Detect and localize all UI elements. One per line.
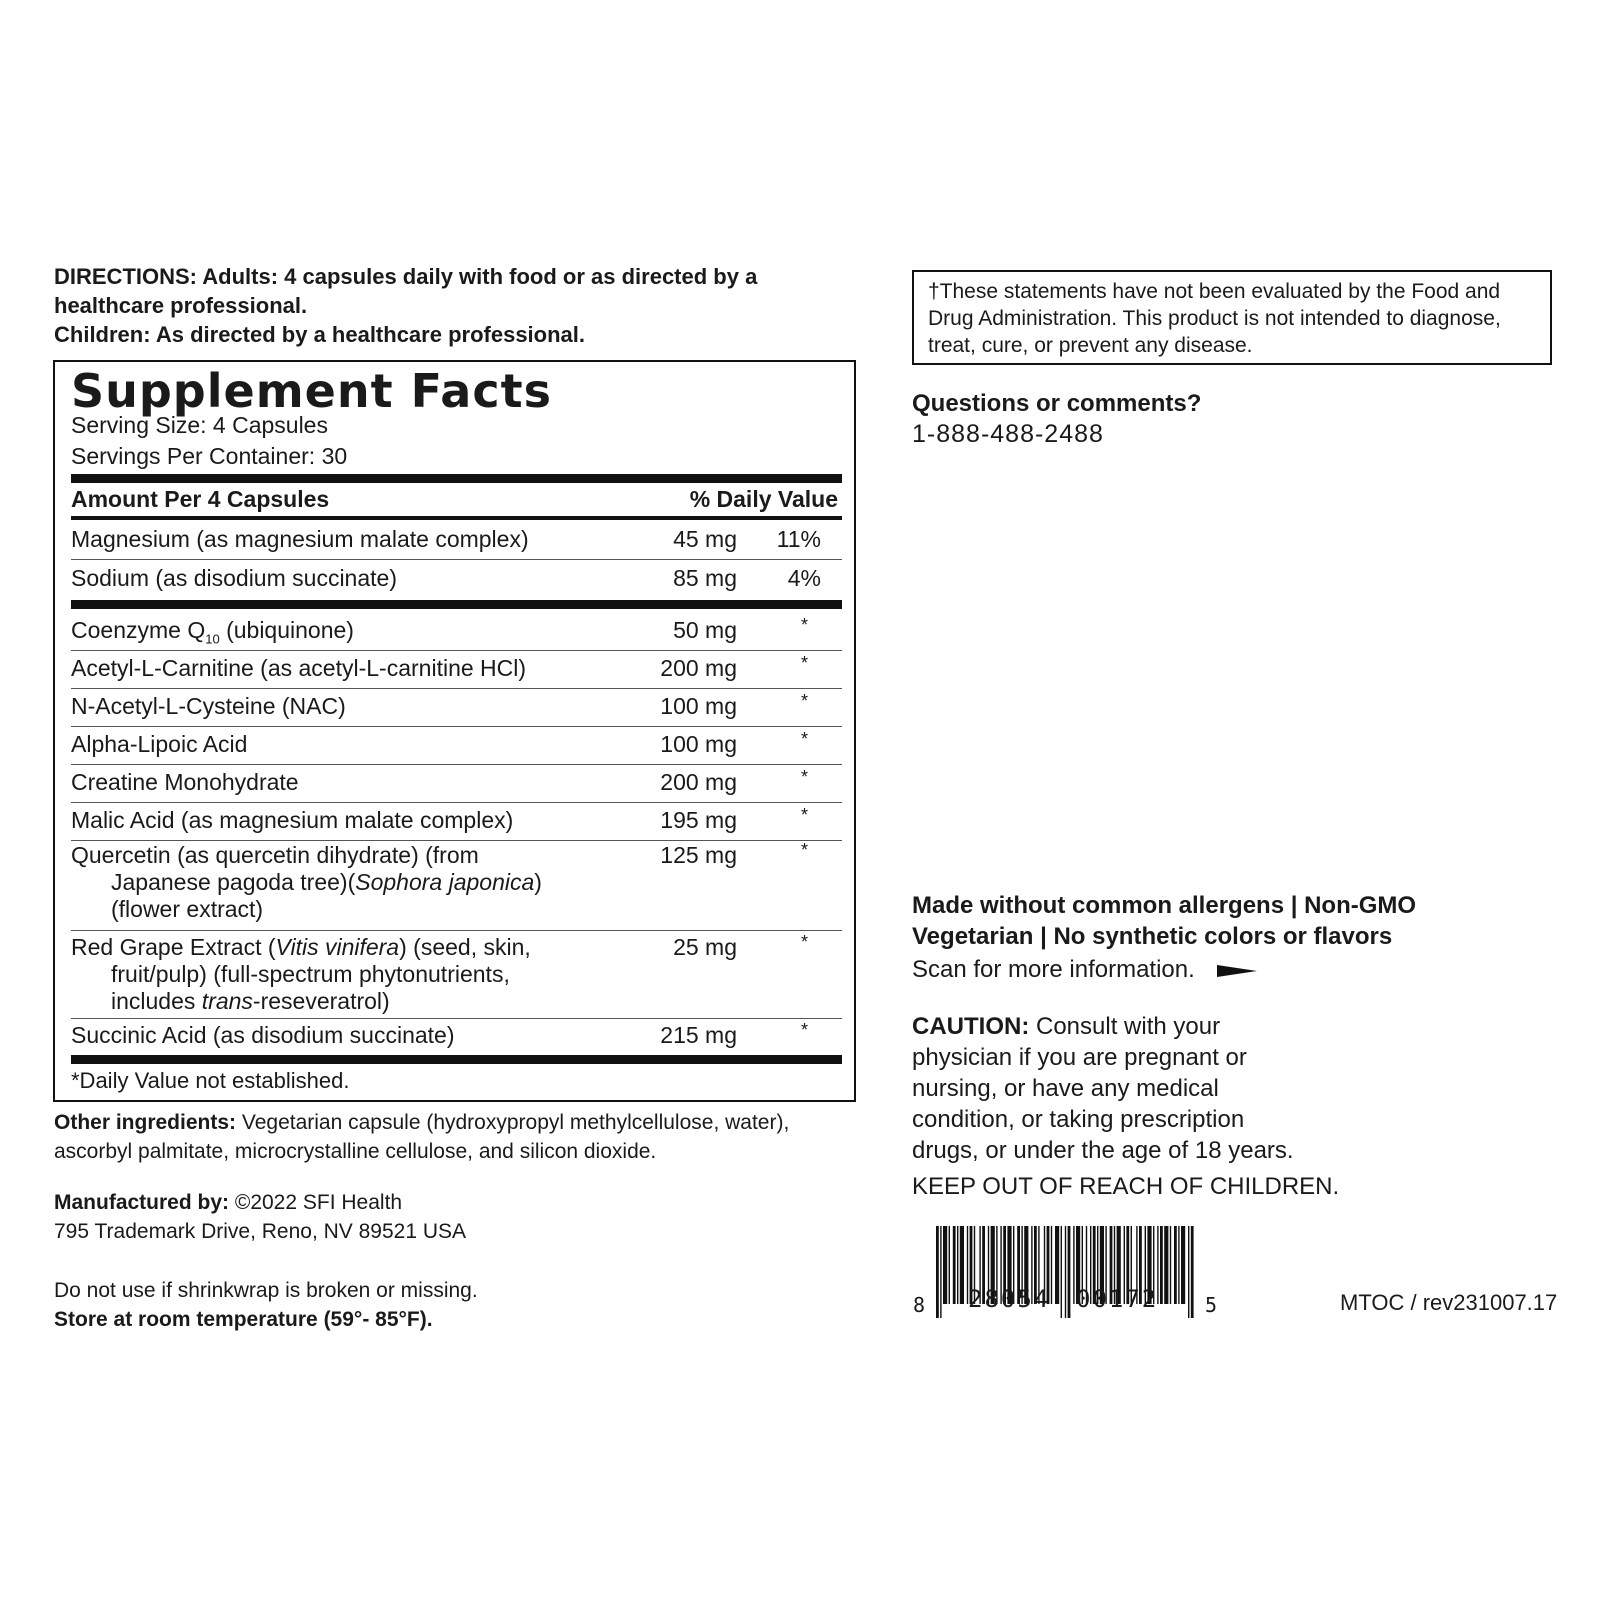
nutrient-daily-value: * bbox=[800, 1020, 808, 1040]
arrow-right-icon bbox=[1217, 965, 1257, 977]
daily-value-header: % Daily Value bbox=[689, 486, 838, 512]
barcode-bar bbox=[1178, 1226, 1179, 1304]
fda-disclaimer: †These statements have not been evaluated by the Food and Drug Administration. This product is not intended to diagnose, treat, cure, or prevent any disease. bbox=[912, 270, 1552, 365]
nutrient-daily-value: 4% bbox=[787, 565, 821, 591]
nutrient-amount: 85 mg bbox=[673, 565, 737, 591]
table-row bbox=[71, 727, 842, 765]
nutrient-amount: 100 mg bbox=[660, 731, 737, 757]
servings-per-container: Servings Per Container: 30 bbox=[71, 443, 348, 469]
barcode-digits-right: 00172 bbox=[1076, 1285, 1159, 1313]
questions-label: Questions or comments? bbox=[912, 390, 1202, 417]
nutrient-amount: 50 mg bbox=[673, 617, 737, 643]
nutrient-daily-value: * bbox=[800, 691, 808, 711]
barcode-bar bbox=[1170, 1226, 1171, 1304]
thick-divider bbox=[71, 600, 842, 609]
barcode-bar bbox=[943, 1226, 947, 1304]
supplement-facts-title: Supplement Facts bbox=[71, 364, 552, 418]
barcode-bar bbox=[960, 1226, 964, 1304]
nutrient-name: Quercetin (as quercetin dihydrate) (from Japanese pagoda tree)(Sophora japonica) (flower extract) bbox=[71, 842, 542, 922]
thick-divider bbox=[71, 1055, 842, 1064]
nutrient-daily-value: * bbox=[800, 729, 808, 749]
nutrient-daily-value: 11% bbox=[776, 526, 821, 552]
barcode-digits-left: 28054 bbox=[968, 1285, 1051, 1313]
nutrient-name: Red Grape Extract (Vitis vinifera) (seed, skin, fruit/pulp) (full-spectrum phytonutrients, includes trans-reseveratrol) bbox=[71, 934, 531, 1014]
directions-line-3: Children: As directed by a healthcare professional. bbox=[54, 322, 585, 347]
barcode-bar bbox=[1191, 1226, 1194, 1318]
nutrient-amount: 125 mg bbox=[660, 842, 737, 868]
keep-out-of-reach: KEEP OUT OF REACH OF CHILDREN. bbox=[912, 1173, 1340, 1200]
nutrient-daily-value: * bbox=[800, 805, 808, 825]
caution-line-4: condition, or taking prescription bbox=[912, 1106, 1245, 1133]
claims-line-1: Made without common allergens | Non-GMO bbox=[912, 892, 1417, 919]
revision-code: MTOC / rev231007.17 bbox=[1340, 1290, 1558, 1315]
nutrient-daily-value: * bbox=[800, 932, 808, 952]
nutrient-daily-value: * bbox=[800, 615, 808, 635]
directions bbox=[54, 262, 844, 349]
table-row bbox=[71, 1019, 842, 1053]
nutrient-name: Coenzyme $Q_{10}$ (ubiquinone) bbox=[71, 617, 354, 647]
table-row bbox=[71, 765, 842, 803]
barcode-bar bbox=[1051, 1226, 1052, 1304]
amount-header: Amount Per 4 Capsules bbox=[71, 486, 330, 512]
nutrient-amount: 45 mg bbox=[673, 526, 737, 552]
thick-divider bbox=[71, 474, 842, 483]
claims-line-2: Vegetarian | No synthetic colors or flavors bbox=[912, 923, 1393, 950]
barcode-bar bbox=[940, 1226, 941, 1318]
nutrient-daily-value: * bbox=[800, 653, 808, 673]
phone-number: 1-888-488-2488 bbox=[912, 420, 1104, 448]
table-row bbox=[71, 611, 842, 651]
nutrient-amount: 25 mg bbox=[673, 934, 737, 960]
barcode-bar bbox=[1055, 1226, 1059, 1304]
nutrient-amount: 100 mg bbox=[660, 693, 737, 719]
barcode-bar bbox=[1174, 1226, 1177, 1304]
barcode-bar bbox=[957, 1226, 958, 1304]
nutrient-name: Malic Acid (as magnesium malate complex) bbox=[71, 807, 514, 833]
barcode-bar bbox=[949, 1226, 950, 1304]
table-row bbox=[71, 560, 842, 598]
supplement-facts-panel bbox=[53, 360, 856, 1102]
barcode-bar bbox=[1061, 1226, 1062, 1318]
table-row bbox=[71, 803, 842, 841]
nutrient-amount: 215 mg bbox=[660, 1022, 737, 1048]
manufacturer: Manufactured by: ©2022 SFI Health bbox=[54, 1191, 403, 1214]
shrinkwrap-warning: Do not use if shrinkwrap is broken or missing. bbox=[54, 1279, 478, 1302]
nutrient-name: N-Acetyl-L-Cysteine (NAC) bbox=[71, 693, 346, 719]
barcode-bar bbox=[1181, 1226, 1185, 1304]
serving-size: Serving Size: 4 Capsules bbox=[71, 412, 328, 438]
nutrient-name: Acetyl-L-Carnitine (as acetyl-L-carnitine HCl) bbox=[71, 655, 527, 681]
caution-line-5: drugs, or under the age of 18 years. bbox=[912, 1137, 1294, 1164]
barcode-bar bbox=[1160, 1226, 1163, 1304]
other-ingredients: Other ingredients: Vegetarian capsule (hydroxypropyl methylcellulose, water), bbox=[54, 1111, 790, 1134]
barcode-bar bbox=[1068, 1226, 1071, 1318]
table-row bbox=[71, 522, 842, 560]
storage-temperature: Store at room temperature (59°- 85°F). bbox=[54, 1308, 433, 1331]
table-row bbox=[71, 651, 842, 689]
nutrient-name: Sodium (as disodium succinate) bbox=[71, 565, 397, 591]
barcode-digit-first: 8 bbox=[913, 1293, 928, 1317]
barcode-bar bbox=[1073, 1226, 1074, 1304]
nutrient-daily-value: * bbox=[800, 840, 808, 860]
nutrient-name: Creatine Monohydrate bbox=[71, 769, 299, 795]
caution: CAUTION: Consult with your bbox=[912, 1013, 1221, 1040]
scan-info: Scan for more information. bbox=[912, 956, 1257, 984]
nutrient-amount: 200 mg bbox=[660, 769, 737, 795]
directions-line-1: DIRECTIONS: Adults: 4 capsules daily with food or as directed by a bbox=[54, 264, 758, 289]
barcode-bar bbox=[1188, 1226, 1189, 1318]
table-row bbox=[71, 931, 842, 1019]
nutrient-daily-value: * bbox=[800, 767, 808, 787]
nutrient-name: Magnesium (as magnesium malate complex) bbox=[71, 526, 529, 552]
daily-value-footnote: *Daily Value not established. bbox=[71, 1068, 350, 1093]
medium-divider bbox=[71, 516, 842, 520]
nutrient-amount: 200 mg bbox=[660, 655, 737, 681]
caution-line-3: nursing, or have any medical bbox=[912, 1075, 1219, 1102]
caution-line-2: physician if you are pregnant or bbox=[912, 1044, 1247, 1071]
barcode-bar bbox=[1164, 1226, 1168, 1304]
barcode-digit-last: 5 bbox=[1205, 1293, 1220, 1317]
nutrient-name: Succinic Acid (as disodium succinate) bbox=[71, 1022, 455, 1048]
nutrient-name: Alpha-Lipoic Acid bbox=[71, 731, 248, 757]
barcode-bar bbox=[936, 1226, 939, 1318]
other-ingredients-line-2: ascorbyl palmitate, microcrystalline cellulose, and silicon dioxide. bbox=[54, 1140, 657, 1163]
nutrient-amount: 195 mg bbox=[660, 807, 737, 833]
barcode-bar bbox=[953, 1226, 956, 1304]
manufacturer-address: 795 Trademark Drive, Reno, NV 89521 USA bbox=[54, 1220, 467, 1243]
barcode-bar bbox=[1065, 1226, 1066, 1318]
table-row bbox=[71, 841, 842, 931]
table-row bbox=[71, 689, 842, 727]
directions-line-2: healthcare professional. bbox=[54, 293, 308, 318]
